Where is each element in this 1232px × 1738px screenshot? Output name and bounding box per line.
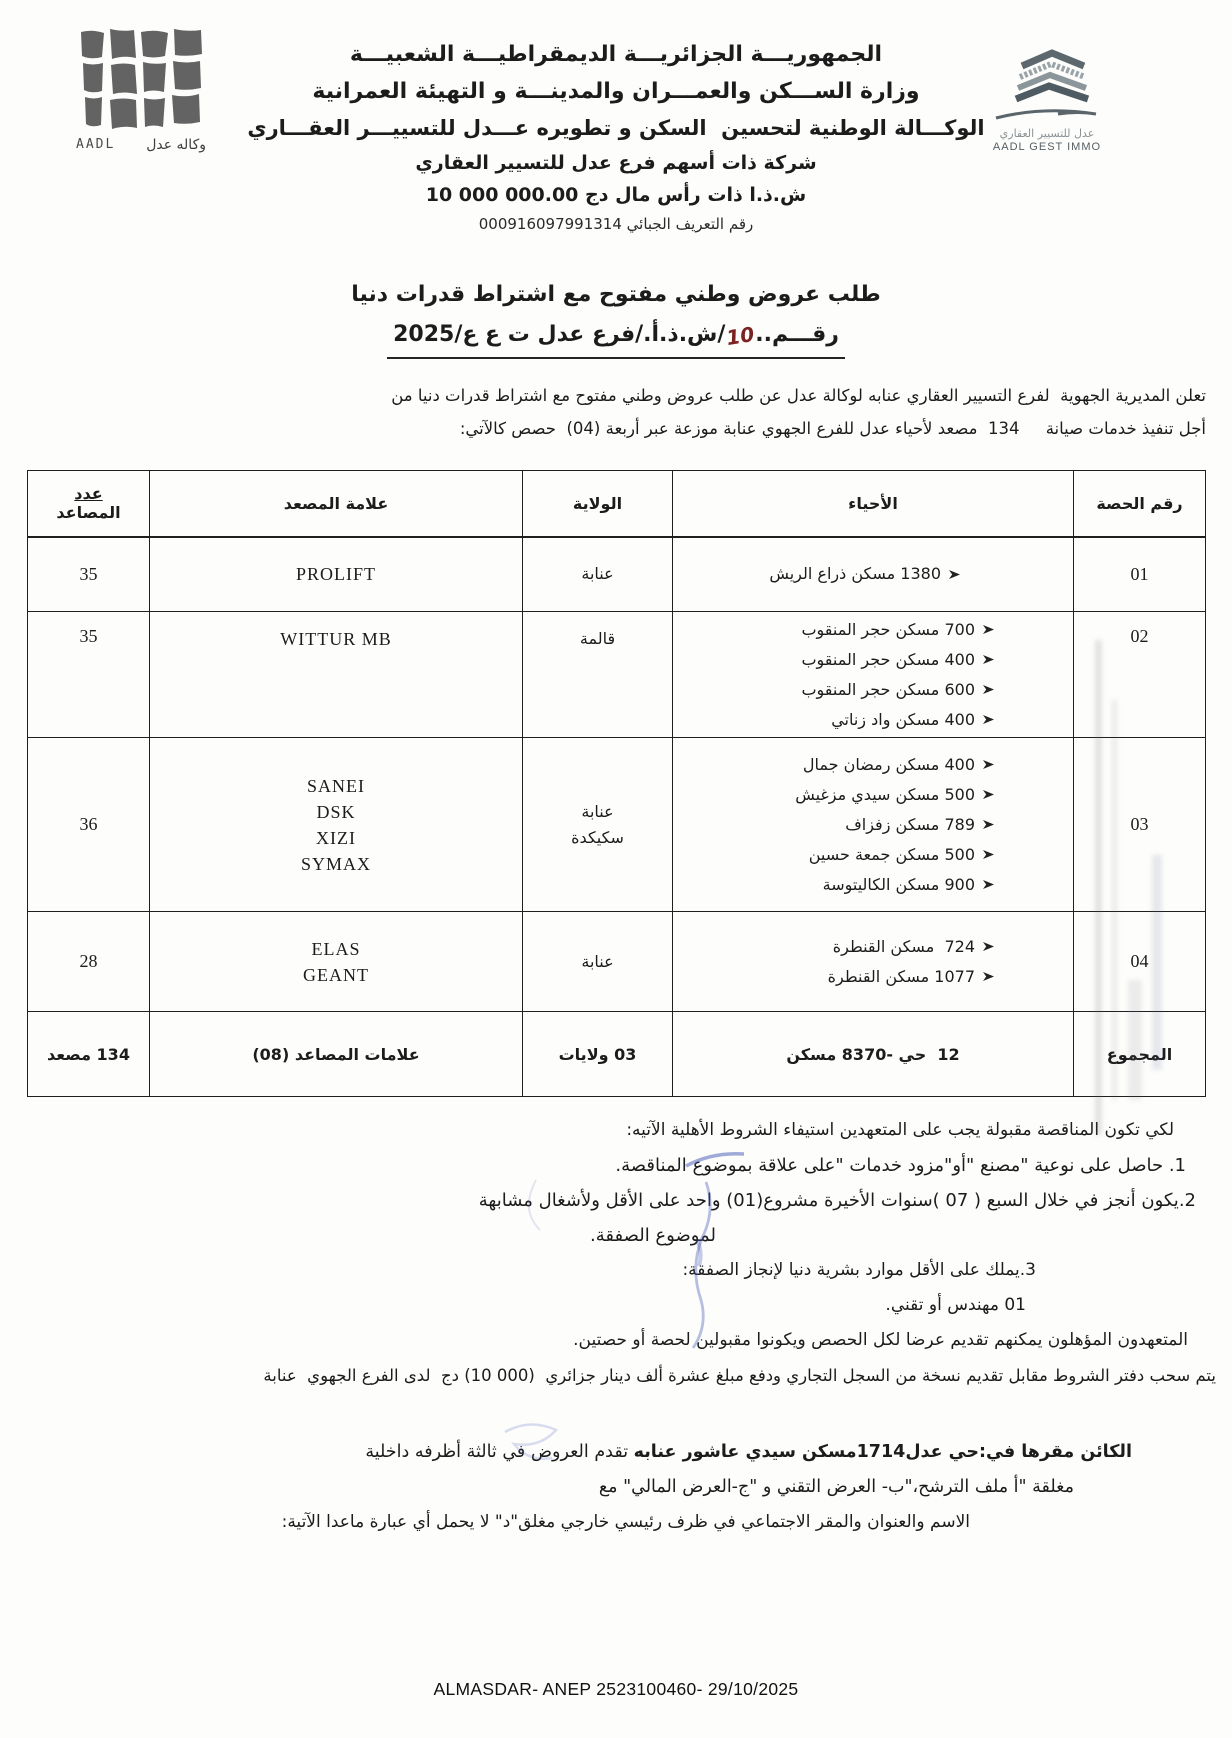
brand-cell: SANEI DSK XIZI SYMAX (150, 738, 523, 912)
wilaya-cell: قالمة (523, 612, 673, 738)
tender-title: طلب عروض وطني مفتوح مع اشتراط قدرات دنيا (351, 282, 881, 307)
header-tax-id-line: رقم التعريف الجبائي 000916097991314 (478, 215, 754, 233)
aadl-logo-caption-ar: وكاله عدل (146, 137, 206, 153)
aadl-gest-immo-logo (985, 48, 1109, 153)
lot-number: 04 (1074, 912, 1206, 1012)
lot-number: 03 (1074, 738, 1206, 912)
condition-2-continued: لموضوع الصفقة. (590, 1225, 716, 1246)
capital-amount: 10 000 000.00 (425, 184, 579, 206)
eligibility-conditions (0, 1113, 1232, 1540)
lots-table (27, 470, 1206, 1097)
wilaya-cell: عنابة (523, 537, 673, 612)
announcement-line-1: تعلن المديرية الجهوية لفرع التسيير العقاري عنابه لوكالة عدل عن طلب عروض وطني مفتوح مع اشتراط قدرات دنيا من (391, 386, 1206, 405)
address-line (0, 1435, 1232, 1470)
aadl-logo-caption-en: AADL (76, 137, 116, 152)
lot-number: 02 (1074, 612, 1206, 738)
arrow-bullet-icon (982, 759, 995, 770)
total-brands: علامات المصاعد (08) (150, 1012, 523, 1097)
table-row (28, 738, 1206, 912)
brand-cell: ELAS GEANT (150, 912, 523, 1012)
table-row (28, 537, 1206, 612)
arrow-bullet-icon (982, 819, 995, 830)
brand-cell: PROLIFT (150, 537, 523, 612)
tender-reference-line (0, 314, 1232, 359)
arrow-bullet-icon (982, 714, 995, 725)
column-header-lot-number: رقم الحصة (1074, 471, 1206, 537)
arrow-bullet-icon (982, 684, 995, 695)
arrow-bullet-icon (982, 654, 995, 665)
total-elevators: 134 مصعد (28, 1012, 150, 1097)
arrow-bullet-icon (982, 941, 995, 952)
anep-footer: ALMASDAR- ANEP 2523100460- 29/10/2025 (433, 1679, 799, 1699)
lot-number: 01 (1074, 537, 1206, 612)
arrow-bullet-icon (982, 789, 995, 800)
districts-cell: 700 مسكن حجر المنقوب 400 مسكن حجر المنقوب 600 مسكن حجر المنقوب 400 مسكن واد زناتي (673, 612, 1074, 738)
capital-label: ش.ذ.ا ذات رأس مال دج (585, 184, 807, 206)
gest-immo-caption-ar: عدل للتسيير العقاري (999, 127, 1095, 140)
arrow-bullet-icon (982, 971, 995, 982)
condition-3: 3.يملك على الأقل موارد بشرية دنيا لإنجاز الصفقة: (682, 1260, 1036, 1280)
reference-suffix: /ش.ذ.أ./فرع عدل ت ع ع/2025 (393, 322, 726, 347)
column-header-wilaya: الولاية (523, 471, 673, 537)
aadl-logo (72, 28, 210, 153)
column-header-brand: علامة المصعد (150, 471, 523, 537)
districts-cell: 400 مسكن رمضان جمال 500 مسكن سيدي مزغيش 789 مسكن زفزاف 500 مسكن جمعة حسين 900 مسكن الكاليتوسة (673, 738, 1074, 912)
elevator-count-cell: 28 (28, 912, 150, 1012)
announcement-paragraph (0, 379, 1232, 445)
wilaya-cell: عنابة سكيكدة (523, 738, 673, 912)
table-row (28, 612, 1206, 738)
districts-cell: 724 مسكن القنطرة 1077 مسكن القنطرة (673, 912, 1074, 1012)
aadl-logo-caption (72, 137, 210, 153)
address-bold-part: الكائن مقرها في:حي عدل1714مسكن سيدي عاشور عنابه (633, 1442, 1132, 1462)
chevron-waves-logo-icon (988, 48, 1106, 126)
brand-cell: WITTUR MB (150, 612, 523, 738)
booklet-withdrawal-note: يتم سحب دفتر الشروط مقابل تقديم نسخة من السجل التجاري ودفع مبلغ عشرة ألف دينار جزائري (‪10 000‬) دج لدى الفرع الجهوي عنابة (263, 1366, 1216, 1385)
elevator-count-cell: 35 (28, 612, 150, 738)
header-capital-line (0, 180, 1232, 211)
condition-1: 1. حاصل على نوعية "مصنع "أو"مزود خدمات "على علاقة بموضوع المناقصة. (615, 1155, 1186, 1176)
arrow-bullet-icon (982, 849, 995, 860)
header-ministry-line: وزارة الســـكن والعمـــران والمدينـــة و التهيئة العمرانية (312, 79, 920, 104)
arrow-bullet-icon (982, 879, 995, 890)
header-company-line: شركة ذات أسهم فرع عدل للتسيير العقاري (415, 152, 817, 174)
outer-envelope-line: الاسم والعنوان والمقر الاجتماعي في ظرف رئيسي خارجي مغلق"د" لا يحمل أي عبارة ماعدا الآتية: (281, 1512, 970, 1532)
table-header-row (28, 471, 1206, 537)
announcement-line-2: أجل تنفيذ خدمات صيانة 134 مصعد لأحياء عدل للفرع الجهوي عنابة موزعة عبر أربعة (04) حصص كالآتي: (459, 419, 1206, 438)
tender-title-block (0, 276, 1232, 359)
gest-immo-caption-en: AADL GEST IMMO (992, 141, 1102, 153)
total-label: المجموع (1074, 1012, 1206, 1097)
column-header-elevator-count: عدد المصاعد (28, 471, 150, 537)
arrow-bullet-icon (948, 569, 961, 580)
table-row (28, 912, 1206, 1012)
header-agency-line: الوكـــالة الوطنية لتحسين السكن و تطويره عـــدل للتسييـــر العقـــاري (247, 116, 985, 140)
address-rest-part: تقدم العروض في ثالثة أظرفه داخلية (365, 1442, 634, 1462)
header-republic-line: الجمهوريـــة الجزائريـــة الديمقراطيـــة الشعبيـــة (349, 42, 883, 67)
bidders-note: المتعهدون المؤهلون يمكنهم تقديم عرضا لكل الحصص ويكونوا مقبولين لحصة أو حصتين. (573, 1330, 1188, 1350)
total-districts: 12 حي -8370 مسكن (673, 1012, 1074, 1097)
conditions-lead: لكي تكون المناقصة مقبولة يجب على المتعهدين استيفاء الشروط الأهلية الآتيه: (626, 1120, 1174, 1140)
condition-2: 2.يكون أنجز في خلال السبع ( 07 )سنوات الأخيرة مشروع(01) واحد على الأقل ولأشغال مشابهة (478, 1190, 1196, 1211)
total-wilayas: 03 ولايات (523, 1012, 673, 1097)
elevator-count-cell: 36 (28, 738, 150, 912)
handwritten-reference-number: 10 (725, 321, 757, 351)
wilaya-cell: عنابة (523, 912, 673, 1012)
aadl-grid-logo-icon (75, 28, 207, 134)
districts-cell: 1380 مسكن ذراع الريش (673, 537, 1074, 612)
envelopes-line: مغلقة "أ ملف الترشح،"ب- العرض التقني و "ج-العرض المالي" مع (598, 1477, 1074, 1497)
table-total-row (28, 1012, 1206, 1097)
elevator-count-cell: 35 (28, 537, 150, 612)
column-header-districts: الأحياء (673, 471, 1074, 537)
reference-prefix: رقـــم.. (755, 322, 839, 347)
arrow-bullet-icon (982, 624, 995, 635)
condition-3-detail: 01 مهندس أو تقني. (885, 1295, 1026, 1315)
